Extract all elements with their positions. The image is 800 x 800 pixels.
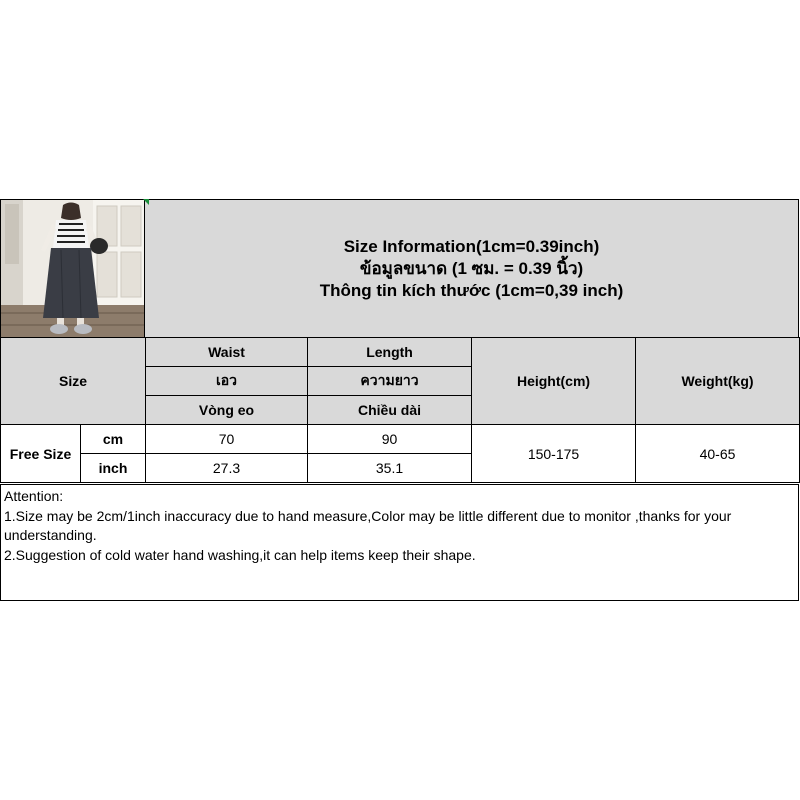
waist-cm-value: 70: [146, 425, 308, 454]
length-header-en: Length: [308, 338, 472, 367]
length-header-vi: Chiều dài: [308, 396, 472, 425]
length-inch-value: 35.1: [308, 454, 472, 483]
title-box: [145, 199, 799, 338]
model-photo-illustration: [1, 200, 145, 338]
waist-header-en: Waist: [146, 338, 308, 367]
size-header: Size: [1, 338, 146, 425]
notes-line-2: 2.Suggestion of cold water hand washing,it can help items keep their shape.: [4, 546, 476, 563]
unit-cm: cm: [81, 425, 146, 454]
notes-line-1: 1.Size may be 2cm/1inch inaccuracy due to hand measure,Color may be little different due to monitor ,thanks for your understanding.: [4, 507, 732, 543]
waist-header-vi: Vòng eo: [146, 396, 308, 425]
weight-value: 40-65: [636, 425, 800, 483]
height-value: 150-175: [472, 425, 636, 483]
waist-inch-value: 27.3: [146, 454, 308, 483]
size-table: [0, 337, 800, 483]
unit-inch: inch: [81, 454, 146, 483]
product-photo: [0, 199, 145, 338]
weight-header: Weight(kg): [636, 338, 800, 425]
attention-notes: [0, 484, 799, 601]
length-cm-value: 90: [308, 425, 472, 454]
title-row: [0, 199, 799, 338]
title-thai: ข้อมูลขนาด (1 ซม. = 0.39 นิ้ว): [359, 258, 584, 278]
title-vietnamese: Thông tin kích thước (1cm=0,39 inch): [319, 280, 624, 300]
corner-marker: [143, 199, 149, 205]
size-chart: [0, 199, 799, 600]
notes-heading: Attention:: [4, 488, 64, 504]
title-english: Size Information(1cm=0.39inch): [343, 236, 600, 256]
free-size-label: Free Size: [1, 425, 81, 483]
waist-header-th: เอว: [146, 367, 308, 396]
length-header-th: ความยาว: [308, 367, 472, 396]
height-header: Height(cm): [472, 338, 636, 425]
